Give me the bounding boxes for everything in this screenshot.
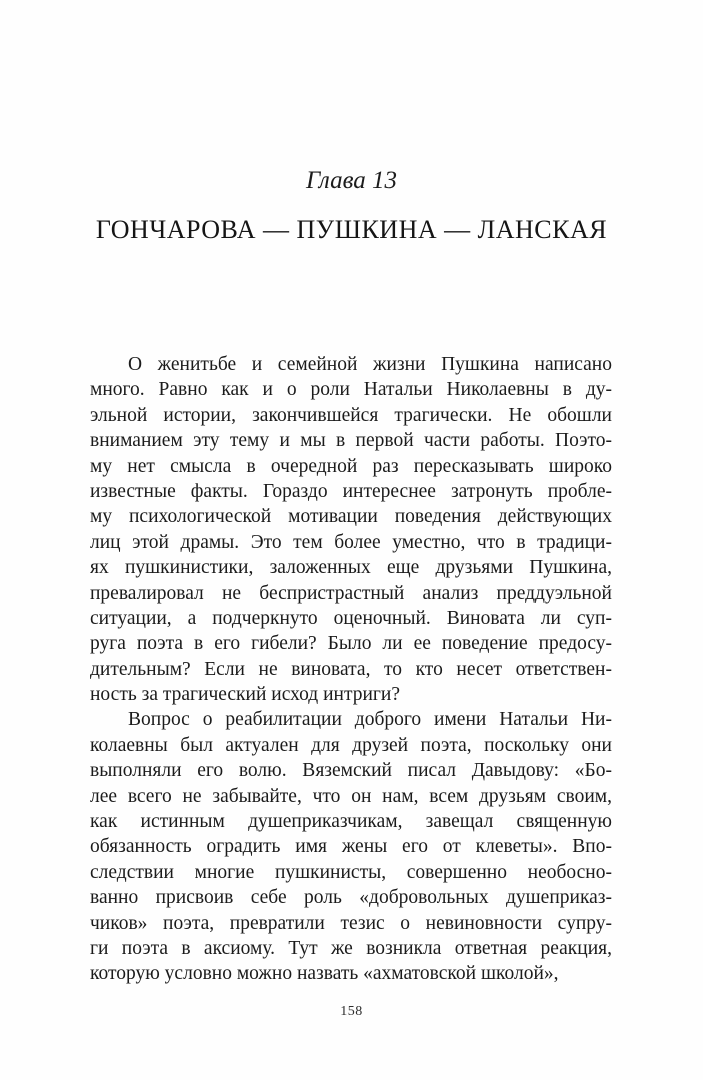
text-line: чиков» поэта, превратили тезис о невиновности супру- bbox=[90, 912, 612, 934]
text-line: обязанность оградить имя жены его от клеветы». Впо- bbox=[90, 836, 612, 858]
paragraph bbox=[90, 707, 612, 986]
text-line: вниманием эту тему и мы в первой части работы. Поэто- bbox=[90, 430, 612, 452]
text-line: ях пушкинистики, заложенных еще друзьями Пушкина, bbox=[90, 557, 612, 579]
text-line: которую условно можно назвать «ахматовской школой», bbox=[90, 963, 559, 985]
chapter-title: ГОНЧАРОВА — ПУШКИНА — ЛАНСКАЯ bbox=[95, 215, 608, 244]
text-line: известные факты. Гораздо интереснее затронуть пробле- bbox=[90, 480, 612, 502]
text-line: му нет смысла в очередной раз пересказывать широко bbox=[90, 455, 612, 477]
body-text bbox=[90, 352, 612, 987]
text-line: му психологической мотивации поведения действующих bbox=[90, 506, 612, 528]
text-line: ситуации, а подчеркнуто оценочный. Виновата ли суп- bbox=[90, 607, 612, 629]
text-line: колаевны был актуален для друзей поэта, поскольку они bbox=[90, 734, 612, 756]
paragraph bbox=[90, 352, 612, 707]
text-line: как истинным душеприказчикам, завещал священную bbox=[90, 811, 612, 833]
text-line: выполняли его волю. Вяземский писал Давыдову: «Бо- bbox=[90, 760, 612, 782]
page-number: 158 bbox=[340, 1004, 363, 1019]
text-line: О женитьбе и семейной жизни Пушкина написано bbox=[128, 354, 612, 375]
text-line: превалировал не беспристрастный анализ преддуэльной bbox=[90, 582, 612, 604]
chapter-heading: Глава 13 bbox=[305, 167, 398, 194]
text-line: много. Равно как и о роли Натальи Николаевны в ду- bbox=[90, 379, 612, 401]
text-line: ванно присвоив себе роль «добровольных душеприказ- bbox=[90, 887, 612, 909]
text-line: ность за трагический исход интриги? bbox=[90, 684, 401, 706]
text-line: ги поэта в аксиому. Тут же возникла ответная реакция, bbox=[90, 937, 612, 959]
text-line: Вопрос о реабилитации доброго имени Натальи Ни- bbox=[128, 709, 612, 731]
text-line: дительным? Если не виновата, то кто несет ответствен- bbox=[90, 658, 612, 680]
text-line: руга поэта в его гибели? Было ли ее поведение предосу- bbox=[90, 633, 612, 655]
text-line: лее всего не забывайте, что он нам, всем друзьям своим, bbox=[90, 785, 612, 807]
text-line: лиц этой драмы. Это тем более уместно, что в традици- bbox=[90, 531, 612, 553]
text-line: следствии многие пушкинисты, совершенно необосно- bbox=[90, 861, 612, 883]
text-line: эльной истории, закончившейся трагически. Не обошли bbox=[90, 404, 612, 426]
